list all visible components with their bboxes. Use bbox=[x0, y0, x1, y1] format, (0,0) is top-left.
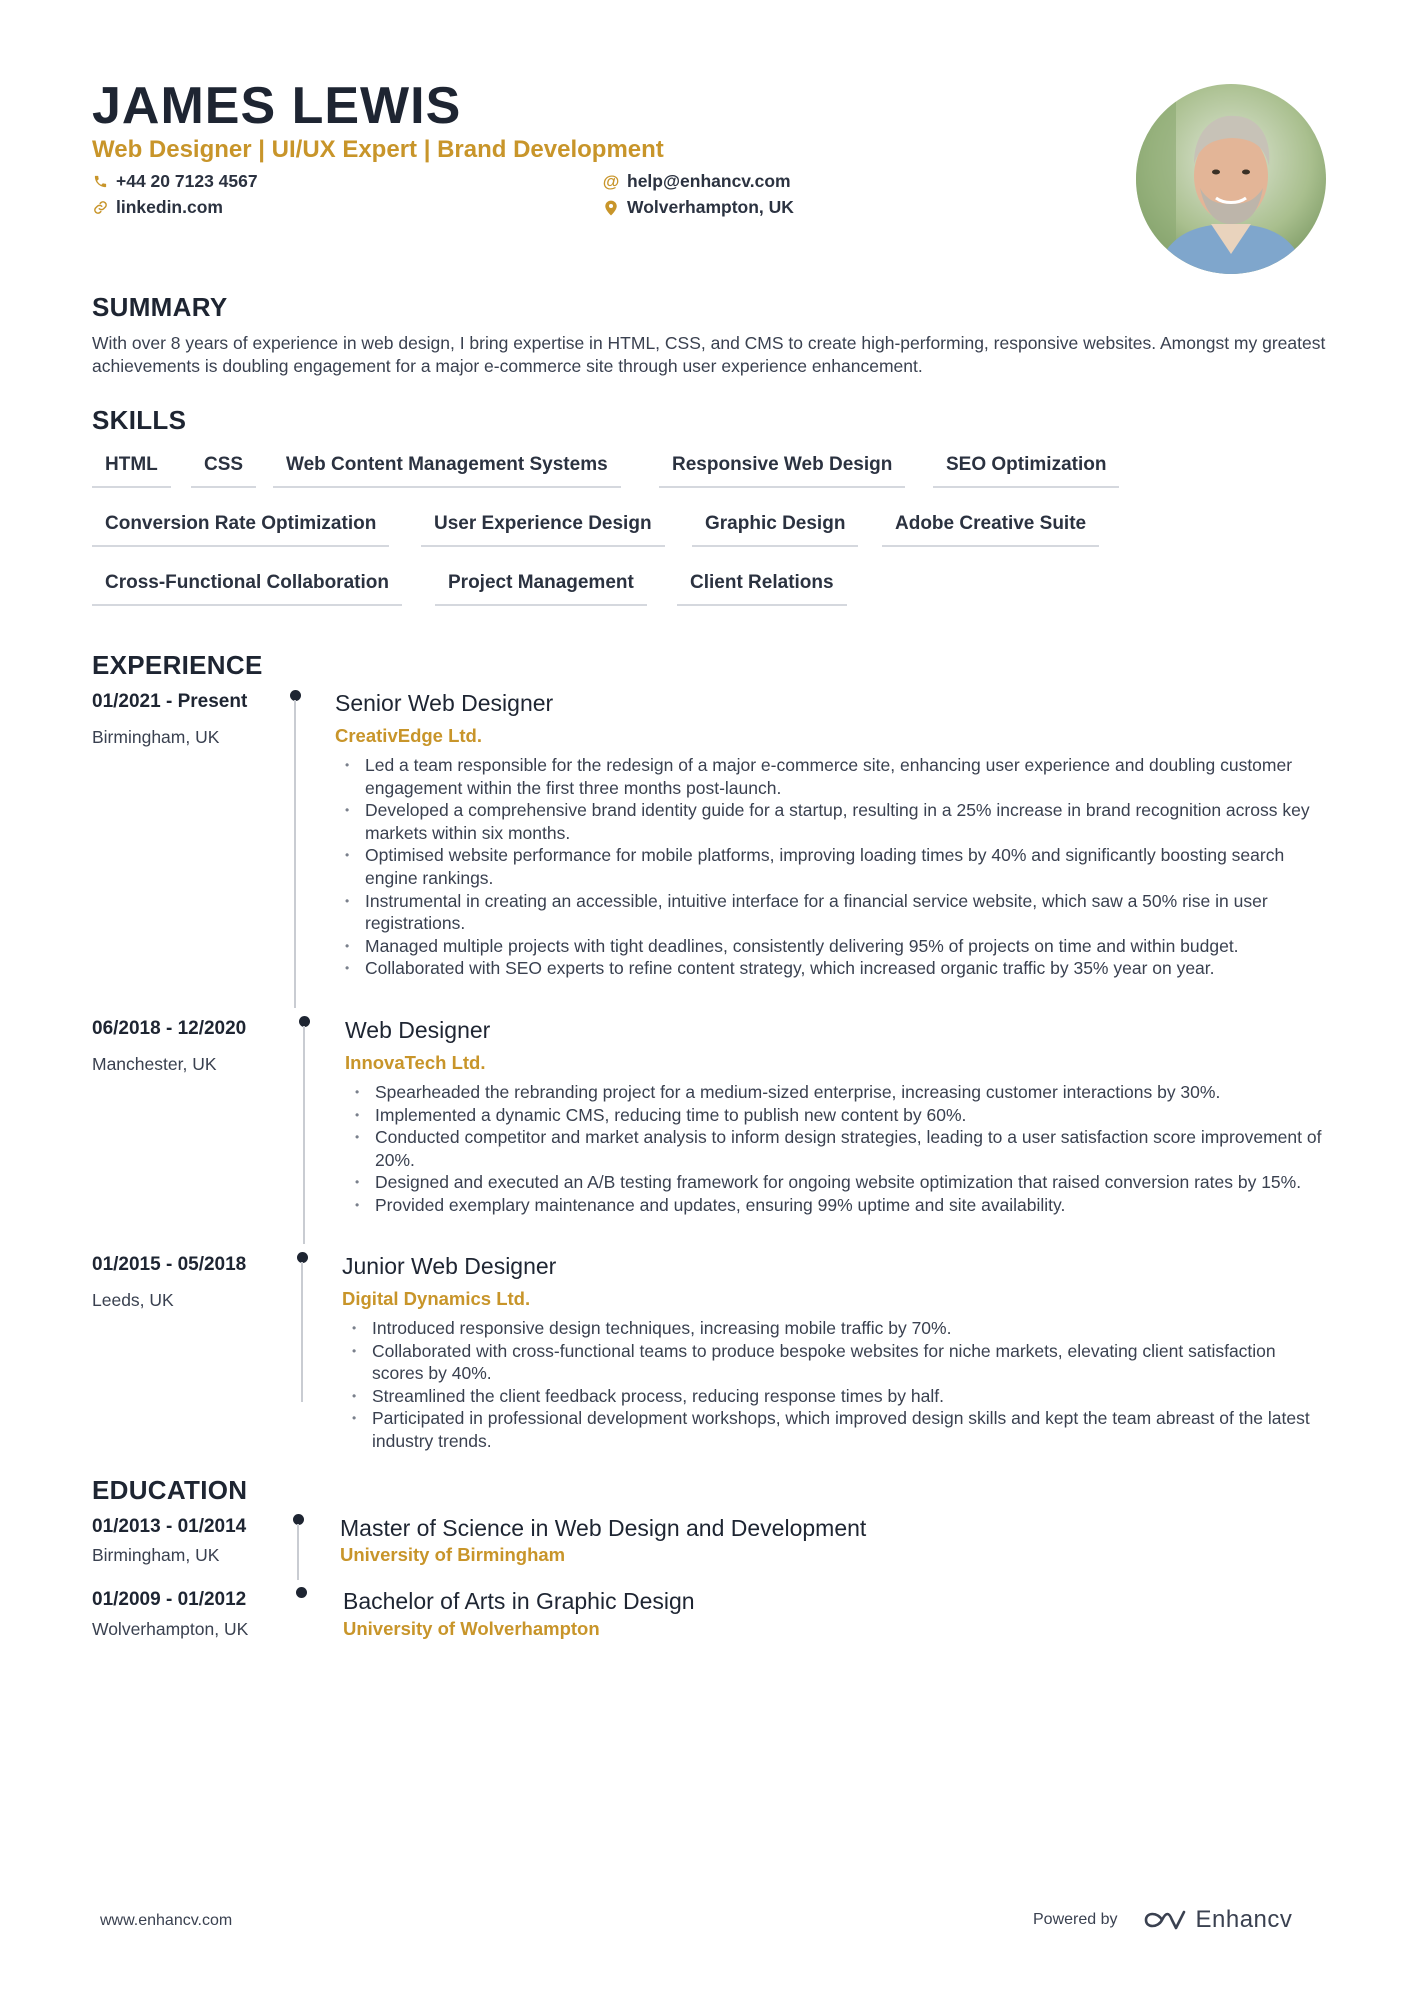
bullet-item: • Spearheaded the rebranding project for a medium-sized enterprise, increasing customer interactions by 30%. bbox=[351, 1081, 1331, 1104]
enhancv-logo-icon bbox=[1142, 1908, 1188, 1932]
job-bullets bbox=[341, 754, 1331, 980]
bullet-item: • Implemented a dynamic CMS, reducing time to publish new content by 60%. bbox=[351, 1104, 1331, 1127]
skill-tag: Client Relations bbox=[677, 572, 847, 606]
edu-degree: Master of Science in Web Design and Development bbox=[340, 1515, 867, 1541]
skill-tag: Conversion Rate Optimization bbox=[92, 513, 389, 547]
skill-tag: SEO Optimization bbox=[933, 454, 1119, 488]
company-name: InnovaTech Ltd. bbox=[345, 1052, 486, 1073]
job-bullets bbox=[351, 1081, 1331, 1217]
bullet-item: • Introduced responsive design techniques, increasing mobile traffic by 70%. bbox=[348, 1317, 1328, 1340]
bullet-item: • Optimised website performance for mobile platforms, improving loading times by 40% and significantly boosting search engine rankings. bbox=[341, 844, 1331, 889]
skill-tag: User Experience Design bbox=[421, 513, 665, 547]
bullet-item: • Collaborated with cross-functional teams to produce bespoke websites for niche markets, elevating client satisfaction scores by 40%. bbox=[348, 1340, 1328, 1385]
skill-tag: HTML bbox=[92, 454, 171, 488]
bullet-item: • Conducted competitor and market analysis to inform design strategies, leading to a user satisfaction score improvement of 20%. bbox=[351, 1126, 1331, 1171]
enhancv-logo[interactable] bbox=[1142, 1906, 1293, 1934]
skill-tag: Cross-Functional Collaboration bbox=[92, 572, 402, 606]
timeline-line bbox=[294, 700, 296, 1008]
at-icon: @ bbox=[602, 171, 620, 191]
headline: Web Designer | UI/UX Expert | Brand Development bbox=[92, 136, 664, 163]
email-contact bbox=[603, 171, 791, 192]
company-name: Digital Dynamics Ltd. bbox=[342, 1288, 531, 1309]
skill-tag: Web Content Management Systems bbox=[273, 454, 621, 488]
timeline-line bbox=[303, 1026, 305, 1244]
link-icon bbox=[92, 200, 108, 216]
location-text: Wolverhampton, UK bbox=[627, 197, 794, 217]
job-bullets bbox=[348, 1317, 1328, 1453]
footer-powered bbox=[1033, 1906, 1292, 1934]
powered-by-label: Powered by bbox=[1033, 1911, 1118, 1928]
summary-text: With over 8 years of experience in web design, I bring expertise in HTML, CSS, and CMS to create high-performing, responsive websites. Amongst my greatest achievements is doubling engagement for a major e-commerce site through user experience enhancement. bbox=[92, 333, 1326, 376]
job-dates: 01/2015 - 05/2018 bbox=[92, 1254, 247, 1275]
education-title: EDUCATION bbox=[92, 1475, 248, 1505]
bullet-item: • Developed a comprehensive brand identity guide for a startup, resulting in a 25% increase in brand recognition across key markets within six months. bbox=[341, 799, 1331, 844]
map-pin-icon bbox=[603, 200, 619, 216]
bullet-item: • Managed multiple projects with tight deadlines, consistently delivering 95% of projects on time and within budget. bbox=[341, 935, 1331, 958]
job-location: Manchester, UK bbox=[92, 1054, 217, 1074]
linkedin-contact bbox=[92, 197, 223, 218]
company-name: CreativEdge Ltd. bbox=[335, 725, 482, 746]
job-role: Junior Web Designer bbox=[342, 1253, 557, 1279]
job-dates: 06/2018 - 12/2020 bbox=[92, 1018, 247, 1039]
email-text[interactable]: help@enhancv.com bbox=[627, 171, 791, 191]
candidate-name: JAMES LEWIS bbox=[92, 77, 462, 135]
bullet-item: • Instrumental in creating an accessible, intuitive interface for a financial service website, which saw a 50% rise in user registrations. bbox=[341, 890, 1331, 935]
experience-title: EXPERIENCE bbox=[92, 650, 263, 680]
profile-photo bbox=[1136, 84, 1326, 274]
bullet-item: • Participated in professional development workshops, which improved design skills and kept the team abreast of the latest industry trends. bbox=[348, 1407, 1328, 1452]
phone-contact bbox=[92, 171, 258, 192]
edu-degree: Bachelor of Arts in Graphic Design bbox=[343, 1588, 695, 1614]
bullet-item: • Designed and executed an A/B testing framework for ongoing website optimization that raised conversion rates by 15%. bbox=[351, 1171, 1331, 1194]
bullet-item: • Provided exemplary maintenance and updates, ensuring 99% uptime and site availability. bbox=[351, 1194, 1331, 1217]
bullet-item: • Streamlined the client feedback process, reducing response times by half. bbox=[348, 1385, 1328, 1408]
edu-location: Birmingham, UK bbox=[92, 1545, 220, 1565]
skill-tag: Responsive Web Design bbox=[659, 454, 905, 488]
timeline-line bbox=[297, 1524, 299, 1580]
phone-icon bbox=[92, 174, 108, 190]
brand-name: Enhancv bbox=[1195, 1906, 1293, 1933]
timeline-line bbox=[301, 1262, 303, 1402]
skill-tag: Adobe Creative Suite bbox=[882, 513, 1099, 547]
linkedin-text[interactable]: linkedin.com bbox=[116, 197, 223, 217]
skill-tag: Project Management bbox=[435, 572, 647, 606]
edu-school: University of Wolverhampton bbox=[343, 1618, 600, 1639]
edu-location: Wolverhampton, UK bbox=[92, 1619, 249, 1639]
edu-dates: 01/2013 - 01/2014 bbox=[92, 1516, 247, 1537]
job-role: Senior Web Designer bbox=[335, 690, 554, 716]
phone-text: +44 20 7123 4567 bbox=[116, 171, 258, 191]
footer-website[interactable]: www.enhancv.com bbox=[100, 1912, 233, 1929]
job-location: Leeds, UK bbox=[92, 1290, 174, 1310]
summary-title: SUMMARY bbox=[92, 292, 228, 322]
skills-title: SKILLS bbox=[92, 405, 187, 435]
job-dates: 01/2021 - Present bbox=[92, 691, 248, 712]
bullet-item: • Collaborated with SEO experts to refine content strategy, which increased organic traffic by 35% year on year. bbox=[341, 957, 1331, 980]
job-location: Birmingham, UK bbox=[92, 727, 220, 747]
bullet-item: • Led a team responsible for the redesign of a major e-commerce site, enhancing user experience and doubling customer engagement within the first three months post-launch. bbox=[341, 754, 1331, 799]
skill-tag: CSS bbox=[191, 454, 256, 488]
location-contact bbox=[603, 197, 794, 218]
edu-school: University of Birmingham bbox=[340, 1544, 566, 1565]
job-role: Web Designer bbox=[345, 1017, 491, 1043]
skill-tag: Graphic Design bbox=[692, 513, 858, 547]
timeline-dot bbox=[296, 1587, 307, 1598]
edu-dates: 01/2009 - 01/2012 bbox=[92, 1589, 247, 1610]
